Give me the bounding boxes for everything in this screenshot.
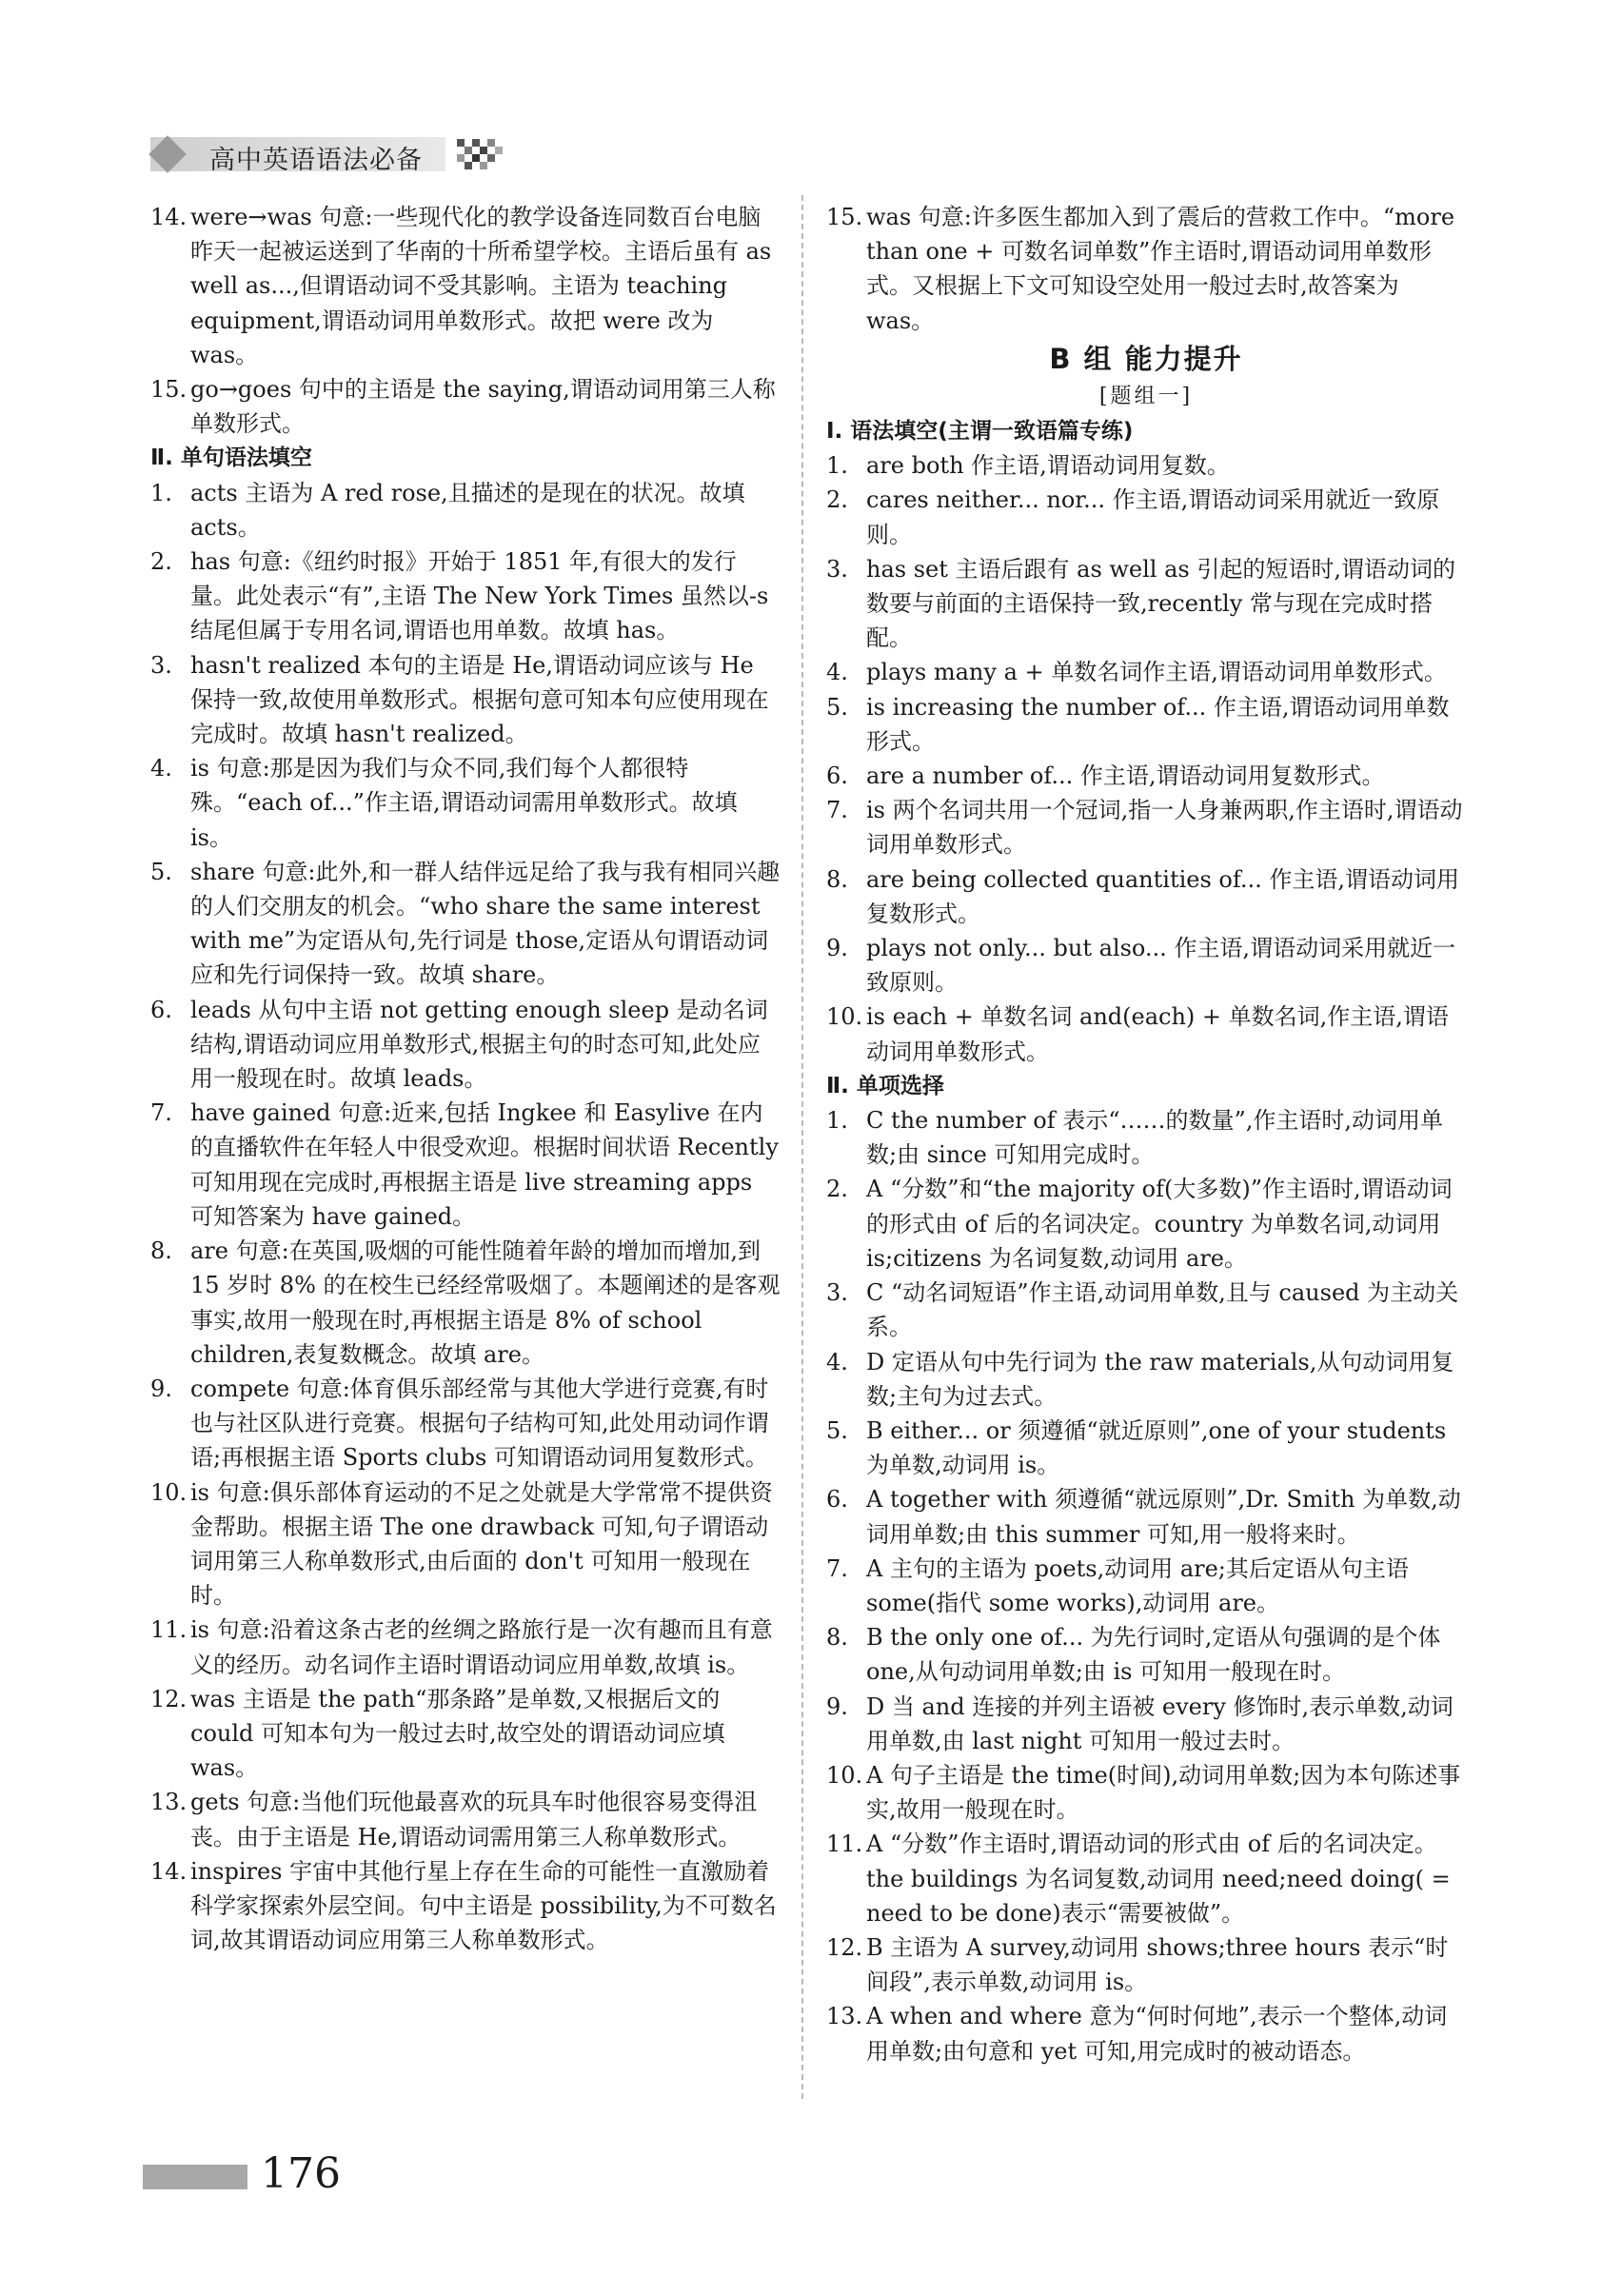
answer-item bbox=[150, 855, 781, 993]
answer-text: D 定语从句中先行词为 the raw materials,从句动词用复数;主句为过去式。 bbox=[866, 1348, 1454, 1410]
answer-item bbox=[826, 1827, 1466, 1930]
answer-item bbox=[150, 1854, 781, 1958]
answer-item bbox=[826, 1552, 1466, 1620]
right-column bbox=[826, 200, 1466, 2068]
answer-text: are being collected quantities of... 作主语,谓语动词用复数形式。 bbox=[866, 865, 1460, 927]
answer-text: share 句意:此外,和一群人结伴远足给了我与我有相同兴趣的人们交朋友的机会。“who share the same interest with me”为定语从句,先行词是 those,定语从句谓语动词应和先行词保持一致。故填 share。 bbox=[190, 858, 781, 989]
answer-text: A 主句的主语为 poets,动词用 are;其后定语从句主语 some(指代 some works),动词用 are。 bbox=[866, 1554, 1409, 1616]
answer-number: 8. bbox=[826, 865, 848, 893]
answer-number: 9. bbox=[826, 1692, 848, 1720]
answer-item bbox=[826, 1930, 1466, 1999]
answer-number: 4. bbox=[826, 1348, 848, 1376]
answer-number: 13. bbox=[826, 2003, 863, 2030]
answer-number: 10. bbox=[826, 1761, 863, 1789]
answer-text: is 句意:俱乐部体育运动的不足之处就是大学常常不提供资金帮助。根据主语 The one drawback 可知,句子谓语动词用第三人称单数形式,由后面的 don't 可知用一般现在时。 bbox=[190, 1478, 773, 1610]
answer-item bbox=[826, 655, 1466, 689]
answer-number: 2. bbox=[150, 548, 172, 576]
answer-item bbox=[150, 200, 781, 372]
page-header bbox=[143, 133, 524, 177]
answer-number: 5. bbox=[826, 693, 848, 721]
answer-list bbox=[150, 476, 781, 1958]
book-title: 高中英语语法必备 bbox=[209, 146, 423, 175]
answer-text: acts 主语为 A red rose,且描述的是现在的状况。故填 acts。 bbox=[190, 479, 745, 541]
answer-item bbox=[150, 1475, 781, 1613]
answer-text: compete 句意:体育俱乐部经常与其他大学进行竞赛,有时也与社区队进行竞赛。根据句子结构可知,此处用动词作谓语;再根据主语 Sports clubs 可知谓语动词用复数形式。 bbox=[190, 1375, 769, 1472]
answer-number: 4. bbox=[150, 755, 172, 782]
answer-text: A “分数”作主语时,谓语动词的形式由 of 后的名词决定。the buildings 为名词复数,动词用 need;need doing( = need to be done)表示“需要被做”。 bbox=[866, 1831, 1451, 1927]
answer-item bbox=[826, 1172, 1466, 1276]
answer-number: 2. bbox=[826, 486, 848, 514]
answer-list bbox=[826, 1103, 1466, 2068]
answer-number: 10. bbox=[150, 1478, 188, 1506]
answer-number: 15. bbox=[150, 376, 188, 404]
answer-text: go→goes 句中的主语是 the saying,谓语动词用第三人称单数形式。 bbox=[190, 376, 776, 438]
answer-list bbox=[826, 448, 1466, 1069]
column-divider bbox=[801, 195, 803, 2099]
left-column bbox=[150, 200, 781, 1957]
answer-item bbox=[150, 544, 781, 648]
answer-list bbox=[826, 200, 1466, 338]
answer-text: is increasing the number of... 作主语,谓语动词用单数形式。 bbox=[866, 693, 1450, 755]
answer-number: 1. bbox=[826, 1107, 848, 1135]
answer-number: 5. bbox=[826, 1416, 848, 1444]
answer-item bbox=[150, 751, 781, 855]
answer-text: were→was 句意:一些现代化的教学设备连同数百台电脑昨天一起被运送到了华南的十所希望学校。主语后虽有 as well as...,但谓语动词不受其影响。主语为 teaching equipment,谓语动词用单数形式。故把 were 改为 was。 bbox=[190, 204, 772, 368]
answer-text: B either... or 须遵循“就近原则”,one of your students 为单数,动词用 is。 bbox=[866, 1416, 1447, 1479]
group-title: B 组 能力提升 bbox=[1049, 342, 1243, 375]
answer-item bbox=[826, 1414, 1466, 1482]
answer-number: 14. bbox=[150, 1857, 188, 1885]
answer-item bbox=[150, 993, 781, 1097]
answer-number: 1. bbox=[826, 452, 848, 480]
answer-text: have gained 句意:近来,包括 Ingkee 和 Easylive 在内的直播软件在年轻人中很受欢迎。根据时间状语 Recently 可知用现在完成时,再根据主语是 live streaming apps 可知答案为 have gained。 bbox=[190, 1099, 779, 1230]
answer-item bbox=[150, 648, 781, 752]
page-number: 176 bbox=[261, 2149, 341, 2198]
answer-text: plays many a + 单数名词作主语,谓语动词用单数形式。 bbox=[866, 659, 1447, 686]
answer-text: A “分数”和“the majority of(大多数)”作主语时,谓语动词的形式由 of 后的名词决定。country 为单数名词,动词用 is;citizens 为名词复数,动词用 are。 bbox=[866, 1176, 1453, 1272]
answer-text: was 句意:许多医生都加入到了震后的营救工作中。“more than one + 可数名词单数”作主语时,谓语动词用单数形式。又根据上下文可知设空处用一般过去时,故答案为 was。 bbox=[866, 204, 1455, 334]
answer-text: are 句意:在英国,吸烟的可能性随着年龄的增加而增加,到 15 岁时 8% 的在校生已经经常吸烟了。本题阐述的是客观事实,故用一般现在时,再根据主语是 8% of school children,表复数概念。故填 are。 bbox=[190, 1237, 781, 1368]
answer-number: 9. bbox=[826, 935, 848, 962]
answer-text: A 句子主语是 the time(时间),动词用单数;因为本句陈述事实,故用一般现在时。 bbox=[866, 1761, 1461, 1824]
answer-text: cares neither... nor... 作主语,谓语动词采用就近一致原则。 bbox=[866, 486, 1440, 548]
answer-text: are a number of... 作主语,谓语动词用复数形式。 bbox=[866, 762, 1385, 790]
answer-number: 3. bbox=[150, 651, 172, 679]
answer-text: gets 句意:当他们玩他最喜欢的玩具车时他很容易变得沮丧。由于主语是 He,谓语动词需用第三人称单数形式。 bbox=[190, 1789, 758, 1851]
answer-item bbox=[826, 552, 1466, 656]
answer-item bbox=[150, 372, 781, 441]
answer-number: 15. bbox=[826, 204, 863, 230]
answer-number: 4. bbox=[826, 659, 848, 686]
answer-item bbox=[826, 1620, 1466, 1689]
answer-item bbox=[826, 448, 1466, 483]
answer-item bbox=[826, 931, 1466, 1000]
answer-number: 3. bbox=[826, 555, 848, 583]
answer-text: plays not only... but also... 作主语,谓语动词采用就近一致原则。 bbox=[866, 935, 1456, 997]
answer-number: 11. bbox=[826, 1831, 863, 1858]
answer-number: 3. bbox=[826, 1279, 848, 1307]
section-heading: Ⅰ. 语法填空(主谓一致语篇专练) bbox=[826, 419, 1134, 445]
answer-text: has 句意:《纽约时报》开始于 1851 年,有很大的发行量。此处表示“有”,主语 The New York Times 虽然以-s 结尾但属于专用名词,谓语也用单数。故填 has。 bbox=[190, 548, 769, 644]
answer-number: 5. bbox=[150, 858, 172, 885]
answer-item bbox=[826, 1690, 1466, 1758]
answer-number: 14. bbox=[150, 204, 188, 230]
answer-item bbox=[826, 1103, 1466, 1172]
answer-number: 13. bbox=[150, 1789, 188, 1816]
answer-item bbox=[826, 1276, 1466, 1344]
answer-item bbox=[826, 1482, 1466, 1551]
answer-number: 7. bbox=[826, 1554, 848, 1582]
answer-text: C the number of 表示“……的数量”,作主语时,动词用单数;由 since 可知用完成时。 bbox=[866, 1107, 1444, 1169]
answer-text: B the only one of... 为先行词时,定语从句强调的是个体 one,从句动词用单数;由 is 可知用一般现在时。 bbox=[866, 1624, 1441, 1686]
answer-text: was 主语是 the path“那条路”是单数,又根据后文的 could 可知本句为一般过去时,故空处的谓语动词应填 was。 bbox=[190, 1685, 725, 1782]
answer-item bbox=[826, 1000, 1466, 1068]
answer-number: 2. bbox=[826, 1176, 848, 1203]
pixel-pattern-icon bbox=[457, 139, 504, 171]
answer-number: 6. bbox=[826, 1486, 848, 1514]
answer-number: 10. bbox=[826, 1003, 863, 1031]
answer-item bbox=[150, 1372, 781, 1475]
footer-bar bbox=[143, 2165, 247, 2189]
answer-item bbox=[826, 862, 1466, 931]
answer-item bbox=[826, 1345, 1466, 1414]
answer-item bbox=[150, 476, 781, 544]
section-heading: Ⅱ. 单句语法填空 bbox=[150, 445, 312, 471]
answer-text: is 句意:那是因为我们与众不同,我们每个人都很特殊。“each of...”作主语,谓语动词需用单数形式。故填 is。 bbox=[190, 755, 738, 851]
answer-number: 9. bbox=[150, 1375, 172, 1402]
answer-number: 12. bbox=[150, 1685, 188, 1712]
answer-text: has set 主语后跟有 as well as 引起的短语时,谓语动词的数要与前面的主语保持一致,recently 常与现在完成时搭配。 bbox=[866, 555, 1455, 652]
answer-text: C “动名词短语”作主语,动词用单数,且与 caused 为主动关系。 bbox=[866, 1279, 1459, 1341]
answer-list bbox=[150, 200, 781, 441]
answer-number: 8. bbox=[826, 1624, 848, 1652]
answer-text: are both 作主语,谓语动词用复数。 bbox=[866, 452, 1230, 480]
answer-number: 6. bbox=[150, 996, 172, 1023]
answer-number: 6. bbox=[826, 762, 848, 790]
answer-text: is 句意:沿着这条古老的丝绸之路旅行是一次有趣而且有意义的经历。动名词作主语时谓语动词应用单数,故填 is。 bbox=[190, 1616, 773, 1678]
answer-item bbox=[150, 1682, 781, 1786]
answer-text: A when and where 意为“何时何地”,表示一个整体,动词用单数;由句意和 yet 可知,用完成时的被动语态。 bbox=[866, 2003, 1448, 2065]
answer-item bbox=[826, 483, 1466, 551]
answer-number: 11. bbox=[150, 1616, 188, 1644]
answer-item bbox=[150, 1613, 781, 1681]
answer-item bbox=[826, 690, 1466, 759]
answer-text: leads 从句中主语 not getting enough sleep 是动名词结构,谓语动词应用单数形式,根据主句的时态可知,此处应用一般现在时。故填 leads。 bbox=[190, 996, 768, 1093]
answer-item bbox=[826, 1758, 1466, 1827]
answer-item bbox=[826, 200, 1466, 338]
answer-text: A together with 须遵循“就远原则”,Dr. Smith 为单数,动词用单数;由 this summer 可知,用一般将来时。 bbox=[866, 1486, 1461, 1548]
answer-number: 12. bbox=[826, 1933, 863, 1961]
answer-item bbox=[826, 793, 1466, 861]
page-footer bbox=[143, 2149, 428, 2203]
answer-text: is each + 单数名词 and(each) + 单数名词,作主语,谓语动词用单数形式。 bbox=[866, 1003, 1449, 1065]
answer-text: hasn't realized 本句的主语是 He,谓语动词应该与 He 保持一致,故使用单数形式。根据句意可知本句应使用现在完成时。故填 hasn't realized。 bbox=[190, 651, 769, 748]
answer-text: is 两个名词共用一个冠词,指一人身兼两职,作主语时,谓语动词用单数形式。 bbox=[866, 797, 1463, 859]
answer-item bbox=[150, 1785, 781, 1853]
answer-text: D 当 and 连接的并列主语被 every 修饰时,表示单数,动词用单数,由 last night 可知用一般过去时。 bbox=[866, 1692, 1454, 1754]
subgroup-label: [题组一] bbox=[1098, 384, 1194, 408]
answer-number: 7. bbox=[826, 797, 848, 824]
answer-number: 1. bbox=[150, 479, 172, 506]
answer-item bbox=[150, 1096, 781, 1234]
section-heading: Ⅱ. 单项选择 bbox=[826, 1073, 944, 1099]
answer-item bbox=[826, 759, 1466, 793]
answer-item bbox=[826, 1999, 1466, 2068]
answer-number: 8. bbox=[150, 1237, 172, 1265]
answer-text: B 主语为 A survey,动词用 shows;three hours 表示“时间段”,表示单数,动词用 is。 bbox=[866, 1933, 1449, 1996]
answer-text: inspires 宇宙中其他行星上存在生命的可能性一直激励着科学家探索外层空间。句中主语是 possibility,为不可数名词,故其谓语动词应用第三人称单数形式。 bbox=[190, 1857, 777, 1954]
answer-item bbox=[150, 1234, 781, 1372]
answer-number: 7. bbox=[150, 1099, 172, 1127]
